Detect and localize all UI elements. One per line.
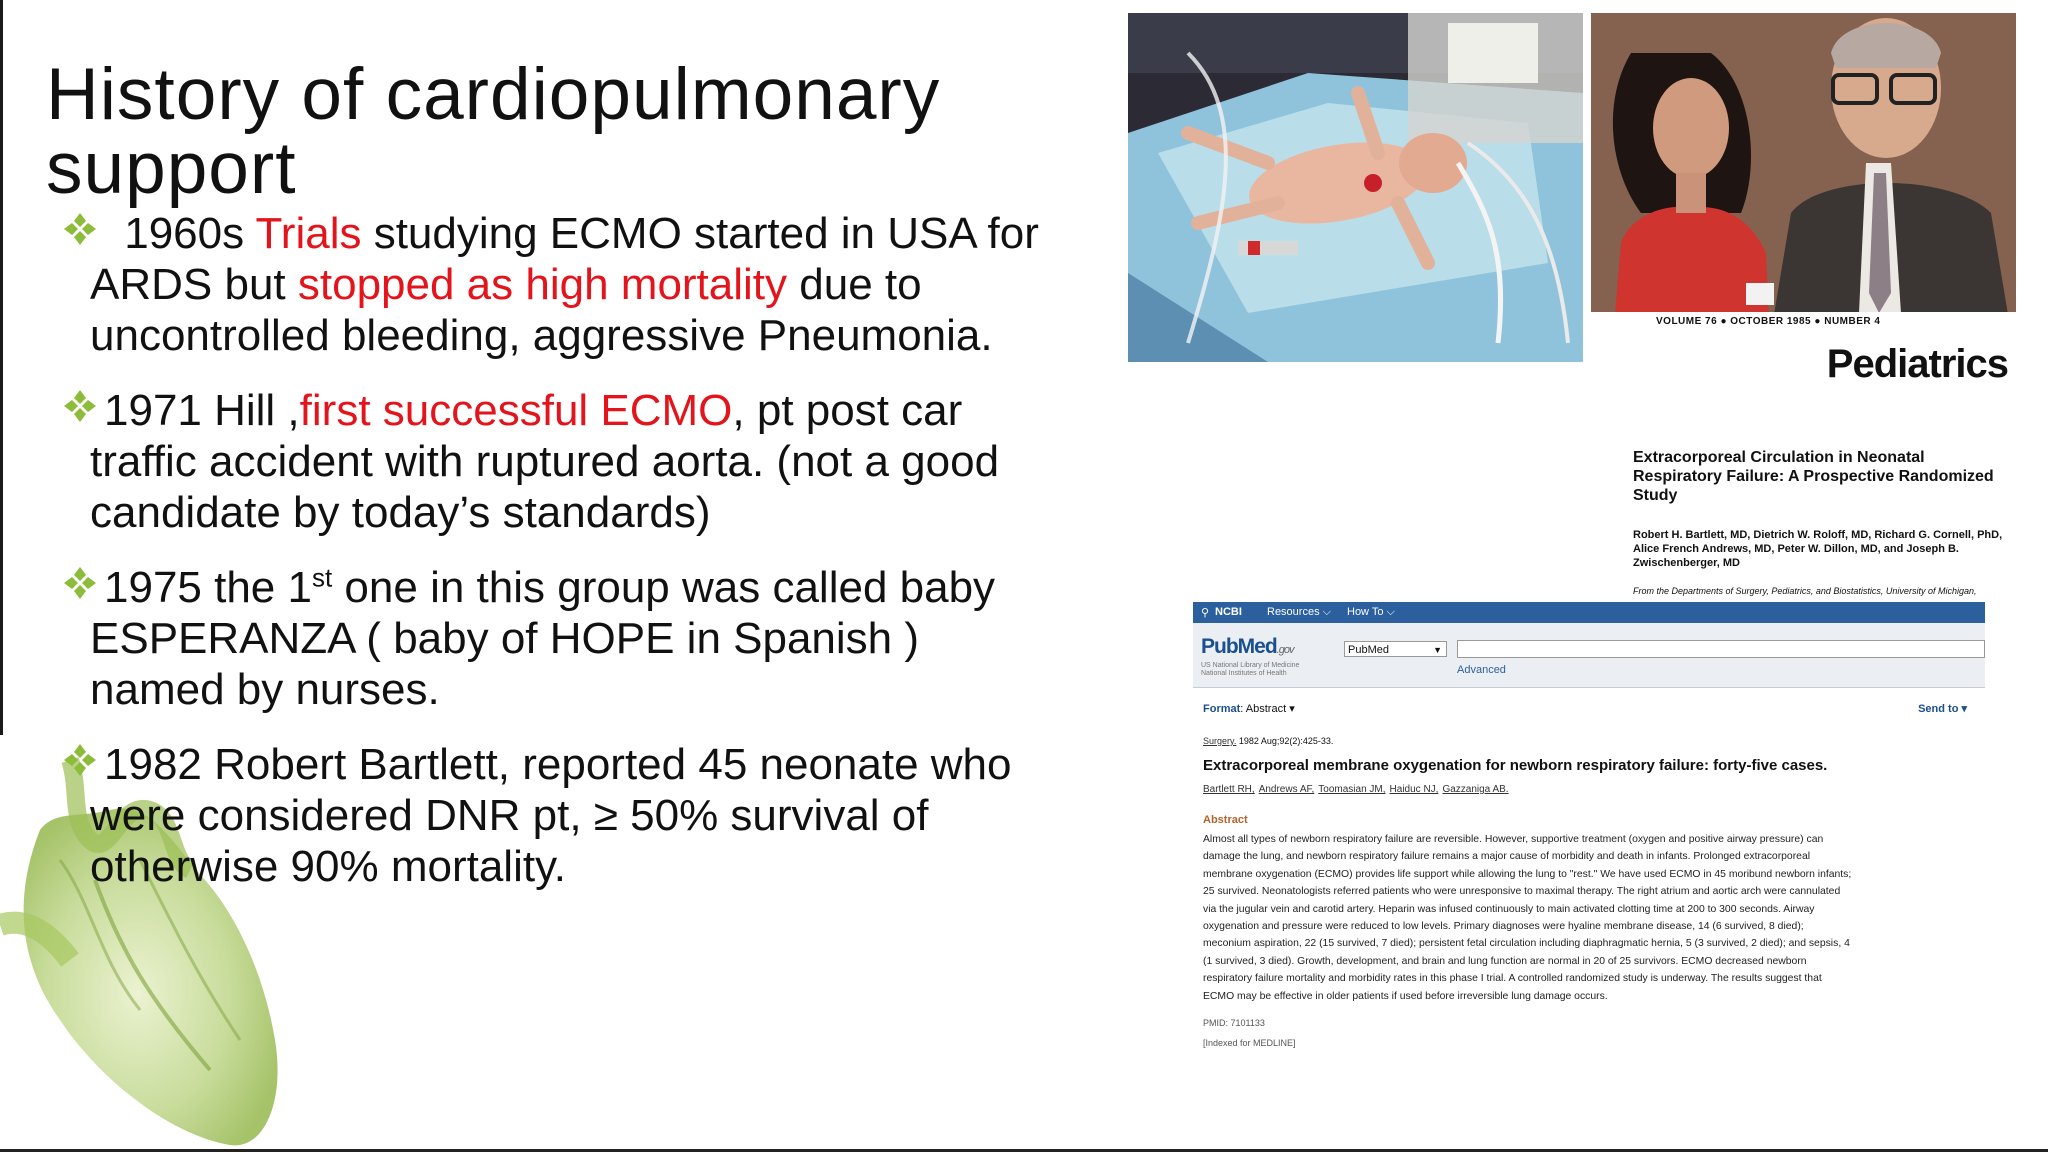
article-title: Extracorporeal membrane oxygenation for newborn respiratory failure: forty-five cases. [1203,757,1828,774]
bullet-text: 1960s [112,209,256,258]
photo-neonate-ecmo [1128,13,1583,362]
logo-gov: .gov [1276,644,1294,656]
highlight-stopped: stopped as high mortality [297,260,788,309]
author-link[interactable]: Bartlett RH, [1203,784,1255,795]
diamond-bullet-icon [63,212,97,246]
send-to-button[interactable]: Send to ▾ [1918,703,1967,715]
chevron-down-icon: ⌵ [1386,606,1395,618]
author-link[interactable]: Toomasian JM, [1318,784,1386,795]
bullet-text: otherwise 90% mortality. [90,842,567,891]
journal-meta: VOLUME 76 ● OCTOBER 1985 ● NUMBER 4 [1656,316,1881,327]
ncbi-logo-icon: ⚲ [1201,607,1210,619]
slide-title: History of cardiopulmonary support [46,54,941,209]
journal-article [1591,312,2016,602]
bullet-text: studying ECMO started in USA for [361,209,1039,258]
abstract-line: (1 survived, 3 died). Growth, development, and brain and lung function are normal in 20 of 25 survivors. ECMO decreased newborn [1203,955,1807,967]
pubmed-logo[interactable] [1201,635,1293,659]
bullet-1982 [60,739,1120,892]
bullet-text: 1982 Robert Bartlett, reported 45 neonate who [104,740,1012,789]
author-list [1203,784,1513,795]
bullet-text: 1971 Hill , [104,386,300,435]
author-link[interactable]: Gazzaniga AB. [1442,784,1509,795]
db-select-value: PubMed [1348,644,1389,656]
pubmed-abstract [1193,602,1985,1072]
abstract-line: via the jugular vein and carotid artery. Heparin was infused continuously to main activated clotting time at 200 to 300 seconds. Airway [1203,903,1815,915]
left-border [0,0,3,735]
paper-authors: Robert H. Bartlett, MD, Dietrich W. Roloff, MD, Richard G. Cornell, PhD, Alice French Andrews, MD, Peter W. Dillon, MD, and Joseph B. Zwischenberger, MD [1633,529,2003,569]
superscript-st: st [311,562,333,593]
howto-label: How To [1347,606,1384,618]
citation-details: 1982 Aug;92(2):425-33. [1236,736,1334,746]
nih-label: National Institutes of Health [1201,670,1287,677]
logo-pub: Pub [1201,635,1238,658]
author-link[interactable]: Andrews AF, [1258,784,1315,795]
search-input[interactable] [1457,640,1985,658]
indexed-note: [Indexed for MEDLINE] [1203,1038,1296,1048]
bullet-text: , pt post car [732,386,963,435]
logo-med: Med [1237,635,1277,658]
abstract-line: 25 survived. Neonatologists referred patients who were unresponsive to maximal therapy. The right atrium and aortic arch were cannulated [1203,886,1841,898]
database-select[interactable] [1344,641,1447,657]
pubmed-subtitle [1201,662,1341,678]
resources-menu[interactable] [1267,606,1331,619]
ncbi-bar [1193,602,1985,623]
ncbi-label[interactable]: NCBI [1215,606,1242,618]
bullet-text: 1975 the 1 [104,563,312,612]
bullet-1975 [60,562,1120,715]
advanced-link[interactable]: Advanced [1457,664,1506,676]
bullet-text: traffic accident with ruptured aorta. (not a good [90,437,1000,486]
bullet-text: ARDS but [90,260,298,309]
bullet-1960s [60,208,1120,361]
abstract-line: Almost all types of newborn respiratory failure are reversible. However, supportive treatment (oxygen and positive airway pressure) can [1203,834,1824,845]
diamond-bullet-icon [63,743,97,777]
abstract-line: meconium aspiration, 22 (15 survived, 7 died); persistent fetal circulation including diaphragmatic hernia, 5 (3 survived, 2 died); and sepsis, 4 [1203,938,1850,950]
bullet-1971 [60,385,1120,538]
bullet-text: one in this group was called baby [332,563,996,612]
abstract-line: ECMO may be effective in older patients if used before irreversible lung damage occurs. [1203,990,1608,1002]
highlight-first-ecmo: first successful ECMO [299,386,733,435]
abstract-heading: Abstract [1203,814,1248,826]
bullet-list [60,208,1120,916]
bullet-text: uncontrolled bleeding, aggressive Pneumonia. [90,311,993,360]
abstract-line: oxygenation and pressure were reduced to low levels. Primary diagnoses were hyaline membrane disease, 14 (6 survived, 8 died); [1203,921,1804,933]
bullet-text: candidate by today’s standards) [90,488,711,537]
abstract-line: respiratory failure mortality and morbidity rates in this phase I trial. A controlled randomized study is underway. The results suggest that [1203,973,1822,985]
citation [1203,736,1333,746]
abstract-line: membrane oxygenation (ECMO) provides life support while allowing the lung to "rest." We have used ECMO in 45 moribund newborn infants; [1203,868,1852,880]
nlm-label: US National Library of Medicine [1201,662,1300,669]
bullet-text: named by nurses. [90,665,440,714]
diamond-bullet-icon [63,566,97,600]
pmid: PMID: 7101133 [1203,1018,1265,1028]
chevron-down-icon: ⌵ [1322,606,1331,618]
bullet-text: ESPERANZA ( baby of HOPE in Spanish ) [90,614,920,663]
abstract-text [1203,831,1973,1005]
journal-name: Pediatrics [1826,342,2008,386]
howto-menu[interactable] [1347,606,1395,619]
diamond-bullet-icon [63,389,97,423]
resources-label: Resources [1267,606,1320,618]
journal-link[interactable]: Surgery. [1203,736,1237,746]
caret-down-icon: ▼ [1433,645,1442,655]
author-link[interactable]: Haiduc NJ, [1389,784,1439,795]
photo-bartlett-esperanza [1591,13,2016,362]
format-label: Format [1203,703,1241,715]
abstract-line: damage the lung, and newborn respiratory failure remains a major cause of morbidity and death in infants. Prolonged extracorporeal [1203,851,1811,863]
paper-affiliation: From the Departments of Surgery, Pediatrics, and Biostatistics, University of Michigan, [1633,586,1977,596]
highlight-trials: Trials [255,209,362,258]
bullet-text: were considered DNR pt, ≥ 50% survival of [90,791,929,840]
format-selector[interactable] [1203,702,1295,715]
bullet-text: due to [787,260,922,309]
format-value: : Abstract ▾ [1240,703,1295,715]
pubmed-header [1193,623,1985,688]
paper-title: Extracorporeal Circulation in Neonatal Respiratory Failure: A Prospective Randomized Study [1633,449,1994,504]
